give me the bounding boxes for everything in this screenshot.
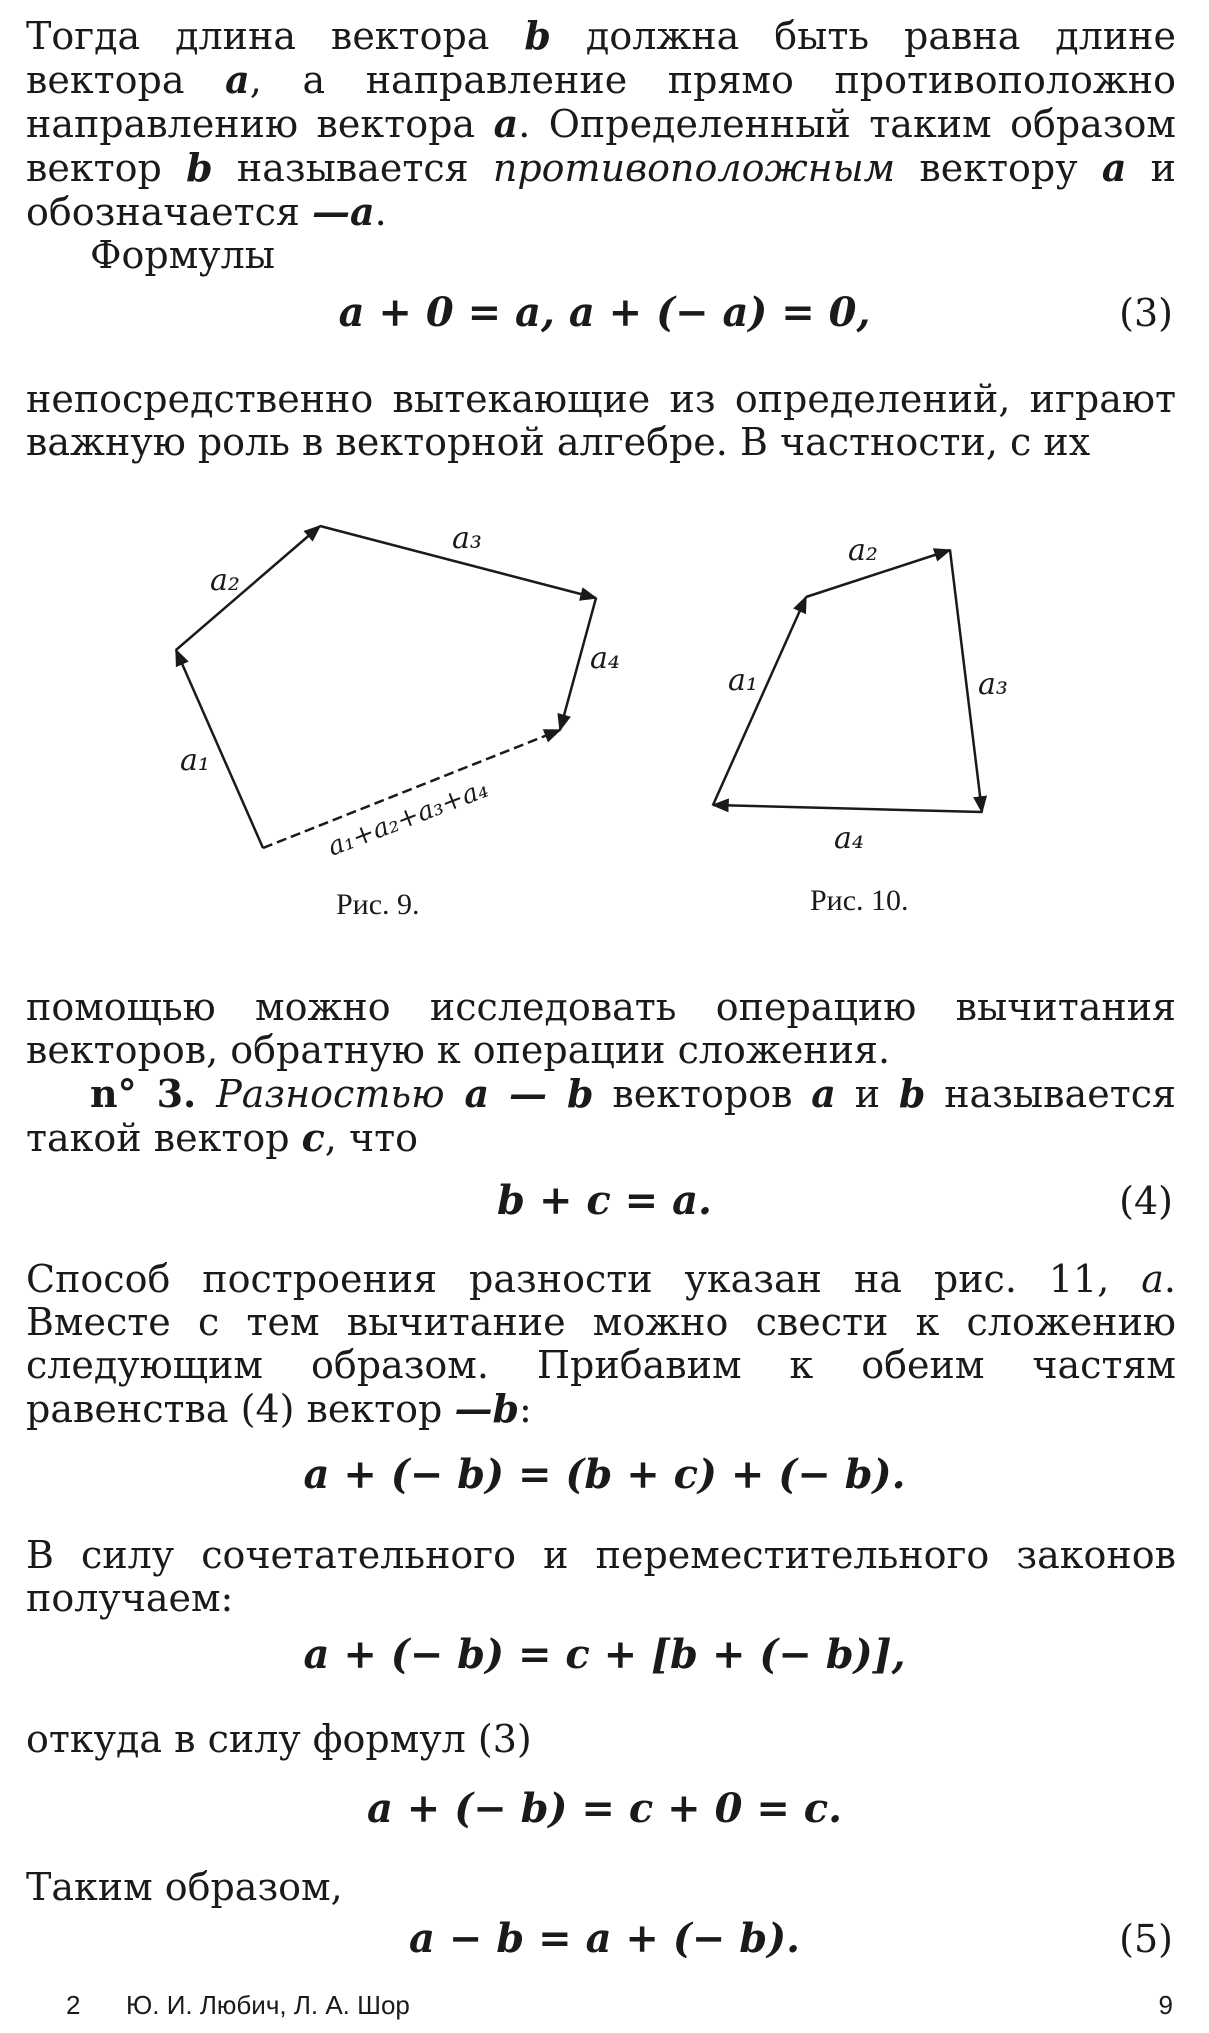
formula-4-number: (4) xyxy=(1119,1179,1173,1223)
fig9-caption: Рис. 9. xyxy=(336,888,420,921)
paragraph-9 xyxy=(26,1866,1176,1909)
fig10-label-a3: a₃ xyxy=(978,667,1008,702)
formula-3-number: (3) xyxy=(1119,291,1173,335)
fig9-vector-a2 xyxy=(176,526,320,650)
paragraph-5 xyxy=(26,1072,1176,1160)
paragraph-1-text: Тогда длина вектора b должна быть равна длине вектора a, а направление прямо противоположно направлению вектора a. Определенный таким образом вектор b называется противоположным вектору a и обозначается —a. xyxy=(26,13,1177,234)
formula-3-expr: a + 0 = a, a + (− a) = 0, xyxy=(338,289,871,336)
formula-4d-expr: a + (− b) = c + 0 = c. xyxy=(366,1785,843,1832)
fig9-label-sum: a₁+a₂+a₃+a₄ xyxy=(323,773,493,863)
formula-4c xyxy=(0,1632,1209,1678)
formula-4c-expr: a + (− b) = c + [b + (− b)], xyxy=(303,1631,906,1678)
footer-authors: Ю. И. Любич, Л. А. Шор xyxy=(126,1990,410,2020)
fig10-label-a1: a₁ xyxy=(728,663,758,698)
fig10-caption: Рис. 10. xyxy=(810,884,909,917)
paragraph-2-text: Формулы xyxy=(90,233,276,277)
paragraph-7 xyxy=(26,1534,1176,1620)
formula-4-expr: b + c = a. xyxy=(497,1177,712,1224)
page-number: 9 xyxy=(1158,1990,1173,2020)
formula-4d xyxy=(0,1786,1209,1832)
fig9-label-a3: a₃ xyxy=(452,521,482,556)
fig9-label-a2: a₂ xyxy=(210,563,240,598)
paragraph-6-text: Способ построения разности указан на рис. 11, a. Вместе с тем вычитание можно свести к сложению следующим образом. Прибавим к обеим частям равенства (4) вектор —b: xyxy=(26,1257,1176,1431)
fig10-vector-a1 xyxy=(713,597,806,805)
paragraph-8 xyxy=(26,1718,1176,1761)
formula-4 xyxy=(0,1178,1209,1224)
formula-4b xyxy=(0,1452,1209,1498)
formula-5-number: (5) xyxy=(1119,1917,1173,1961)
fig10-label-a2: a₂ xyxy=(848,533,878,568)
fig9-label-a4: a₄ xyxy=(590,641,620,676)
formula-4b-expr: a + (− b) = (b + c) + (− b). xyxy=(303,1451,906,1498)
paragraph-4-text: помощью можно исследовать операцию вычитания векторов, обратную к операции сложения. xyxy=(26,985,1176,1072)
fig9-label-a1: a₁ xyxy=(180,743,210,778)
paragraph-3-text: непосредственно вытекающие из определений, играют важную роль в векторной алгебре. В частности, с их xyxy=(26,377,1176,464)
paragraph-5-text: n° 3. Разностью a — b векторов a и b называется такой вектор c, что xyxy=(26,1071,1176,1160)
paragraph-4 xyxy=(26,986,1176,1072)
paragraph-6 xyxy=(26,1258,1176,1431)
paragraph-9-text: Таким образом, xyxy=(26,1865,343,1909)
formula-5-expr: a − b = a + (− b). xyxy=(408,1915,801,1962)
figures-svg xyxy=(0,0,1209,960)
paragraph-8-text: откуда в силу формул (3) xyxy=(26,1717,532,1761)
fig10-vector-a4 xyxy=(713,805,982,812)
formula-5 xyxy=(0,1916,1209,1962)
fig10-label-a4: a₄ xyxy=(834,821,864,856)
paragraph-7-text: В силу сочетательного и переместительного законов получаем: xyxy=(26,1533,1176,1620)
fig10-vector-a2 xyxy=(806,550,950,597)
signature-mark: 2 xyxy=(66,1990,81,2020)
